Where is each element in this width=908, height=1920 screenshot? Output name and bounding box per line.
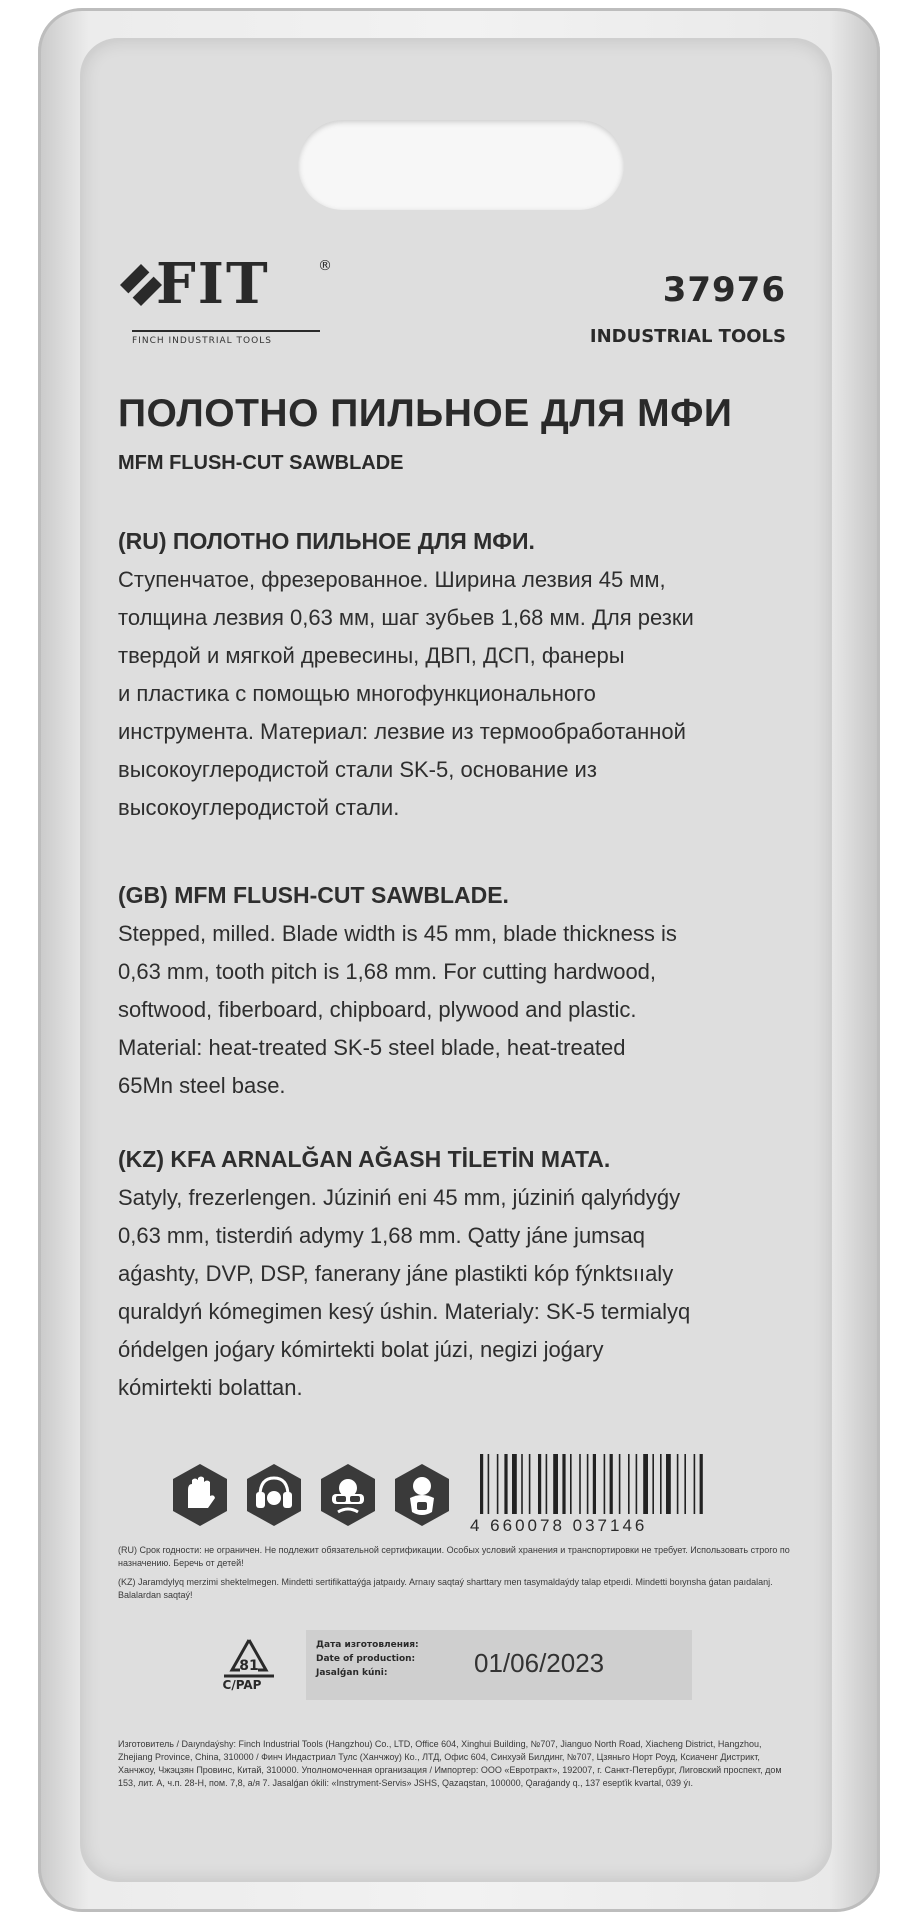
barcode-bar [570, 1454, 572, 1514]
section-kz-line: kómirtektі bolattan. [118, 1375, 303, 1400]
section-ru-heading: (RU) ПОЛОТНО ПИЛЬНОЕ ДЛЯ МФИ. [118, 528, 535, 554]
section-gb-line: Material: heat-treated SK-5 steel blade, heat-treated [118, 1035, 626, 1060]
section-gb-heading: (GB) MFM FLUSH-CUT SAWBLADE. [118, 882, 509, 908]
section-ru-line: и пластика с помощью многофункционального [118, 681, 596, 706]
barcode-bar [628, 1454, 630, 1514]
section-ru-line: инструмента. Материал: лезвие из термообработанной [118, 719, 686, 744]
brand-logo: FIT [156, 251, 270, 317]
production-labels [316, 1638, 419, 1680]
section-ru-line: толщина лезвия 0,63 мм, шаг зубьев 1,68 мм. Для резки [118, 605, 694, 630]
barcode-number: 4 660078 037146 [470, 1516, 648, 1535]
barcode-bar [497, 1454, 499, 1514]
production-label-en: Date of production: [316, 1654, 416, 1664]
registered-mark: ® [318, 258, 332, 274]
section-gb-line: Stepped, milled. Blade width is 45 mm, blade thickness is [118, 921, 677, 946]
ear-protection-icon [244, 1462, 304, 1528]
barcode-bar [660, 1454, 662, 1514]
section-kz-line: quraldyń kómegimen kesý úshin. Materialy: SK-5 termialyq [118, 1299, 691, 1324]
barcode-bar [538, 1454, 541, 1514]
barcode-bar [587, 1454, 589, 1514]
title-ru: ПОЛОТНО ПИЛЬНОЕ ДЛЯ МФИ [118, 392, 733, 435]
logo-rule [132, 330, 320, 332]
barcode-bar [504, 1454, 507, 1514]
section-gb-line: 0,63 mm, tooth pitch is 1,68 mm. For cutting hardwood, [118, 959, 657, 984]
recycle-icon [204, 1636, 294, 1706]
barcode-bar [521, 1454, 523, 1514]
barcode-bar [700, 1454, 703, 1514]
section-ru-line: Ступенчатое, фрезерованное. Ширина лезвия 45 мм, [118, 567, 666, 592]
hang-hole [298, 120, 624, 210]
section-kz-line: óńdelgen joǵary kómirtektі bolat júzi, negizi joǵary [118, 1337, 604, 1362]
recycle-label: C/PAP [222, 1678, 262, 1692]
barcode-bar [488, 1454, 490, 1514]
barcode-bar [636, 1454, 638, 1514]
barcode-bar [619, 1454, 621, 1514]
barcode-bar [677, 1454, 679, 1514]
note-ru: (RU) Срок годности: не ограничен. Не подлежит обязательной сертификации. Особых условий хранения и транспортировки не требует. Использовать строго по назначению. Беречь от детей! [118, 1545, 790, 1568]
note-kz: (KZ) Jaramdylyq merzimi shektelmegen. Mindetti sertifikattaýǵa jatpaıdy. Arnaıy saqtaý sharttary men tasymaldaýdy talap etpeıdi. Mindetti boıynsha ǵatan paıdalanj. Balalardan saqtaý! [118, 1577, 773, 1600]
article-number: 37976 [662, 270, 786, 310]
section-gb-line: 65Mn steel base. [118, 1073, 286, 1098]
section-ru-line: высокоуглеродистой стали SK-5, основание из [118, 757, 597, 782]
manufacturer-info: Изготовитель / Daıyndaýshy: Finch Industrial Tools (Hangzhou) Co., LTD, Office 604, Xinghui Building, №707, Jianguo North Road, Xiacheng District, Hangzhou, Zhejiang Province, China, 310000 / Финч Индастриал Тулс (Ханчжоу) Ко., ЛТД, Офис 604, Синхуэй Билдинг, №707, Цзяньго Норт Роуд, Ксиаченг Дистрикт, Ханчжоу, Чжэцзян Провинс, Китай, 310000. Уполномоченная организация / Импортер: ООО «Евротракт», 192007, г. Санкт-Петербург, Лиговский проспект, дом 153, лит. А, ч.п. 28-Н, пом. 7,8, а/я 7. Jasalǵan ókili: «Instryment-Servis» JSHS, Qazaqstan, 100000, Qaraǵandy q., 137 esepťik kvartal, 039 ýı. [118, 1739, 782, 1788]
barcode-bar [546, 1454, 548, 1514]
section-kz [118, 1146, 798, 1407]
section-kz-line: Satyly, frezerlengen. Júziniń eni 45 mm, júziniń qalyńdyǵy [118, 1185, 681, 1210]
barcode-bar [529, 1454, 531, 1514]
brand-tagline: FINCH INDUSTRIAL TOOLS [132, 336, 272, 346]
barcode [476, 1454, 780, 1518]
production-label-ru: Дата изготовления: [316, 1640, 419, 1650]
barcode-bar [604, 1454, 606, 1514]
goggles-icon [318, 1462, 378, 1528]
production-label-kz: Jasalǵan kúni: [316, 1668, 388, 1678]
barcode-bar [512, 1454, 517, 1514]
barcode-bar [684, 1454, 686, 1514]
respirator-icon [392, 1462, 452, 1528]
category-label: INDUSTRIAL TOOLS [589, 326, 786, 347]
section-ru [118, 528, 798, 827]
barcode-bar [652, 1454, 654, 1514]
barcode-bar [593, 1454, 596, 1514]
section-ru-line: твердой и мягкой древесины, ДВП, ДСП, фанеры [118, 643, 625, 668]
section-gb [118, 882, 798, 1105]
title-en: MFM FLUSH-CUT SAWBLADE [118, 452, 404, 474]
barcode-bar [579, 1454, 581, 1514]
barcode-bar [610, 1454, 613, 1514]
production-date: 01/06/2023 [474, 1648, 605, 1678]
section-kz-line: aǵashty, DVP, DSP, faneranу jáne plastikti kóp fýnktsııaly [118, 1261, 674, 1286]
barcode-bar [643, 1454, 648, 1514]
barcode-bar [553, 1454, 558, 1514]
recycle-code: 81 [239, 1658, 259, 1674]
safety-icons [170, 1462, 452, 1528]
gloves-icon [170, 1462, 230, 1528]
section-ru-line: высокоуглеродистой стали. [118, 795, 400, 820]
barcode-bar [694, 1454, 696, 1514]
barcode-bar [562, 1454, 565, 1514]
section-kz-line: 0,63 mm, tisterdiń adymy 1,68 mm. Qatty jáne jumsaq [118, 1223, 645, 1248]
barcode-bar [480, 1454, 483, 1514]
section-gb-line: softwood, fiberboard, chipboard, plywood and plastic. [118, 997, 637, 1022]
section-kz-heading: (KZ) KFA ARNALĞAN AĞASH TİLETİN MATA. [118, 1146, 611, 1172]
barcode-bar [666, 1454, 671, 1514]
